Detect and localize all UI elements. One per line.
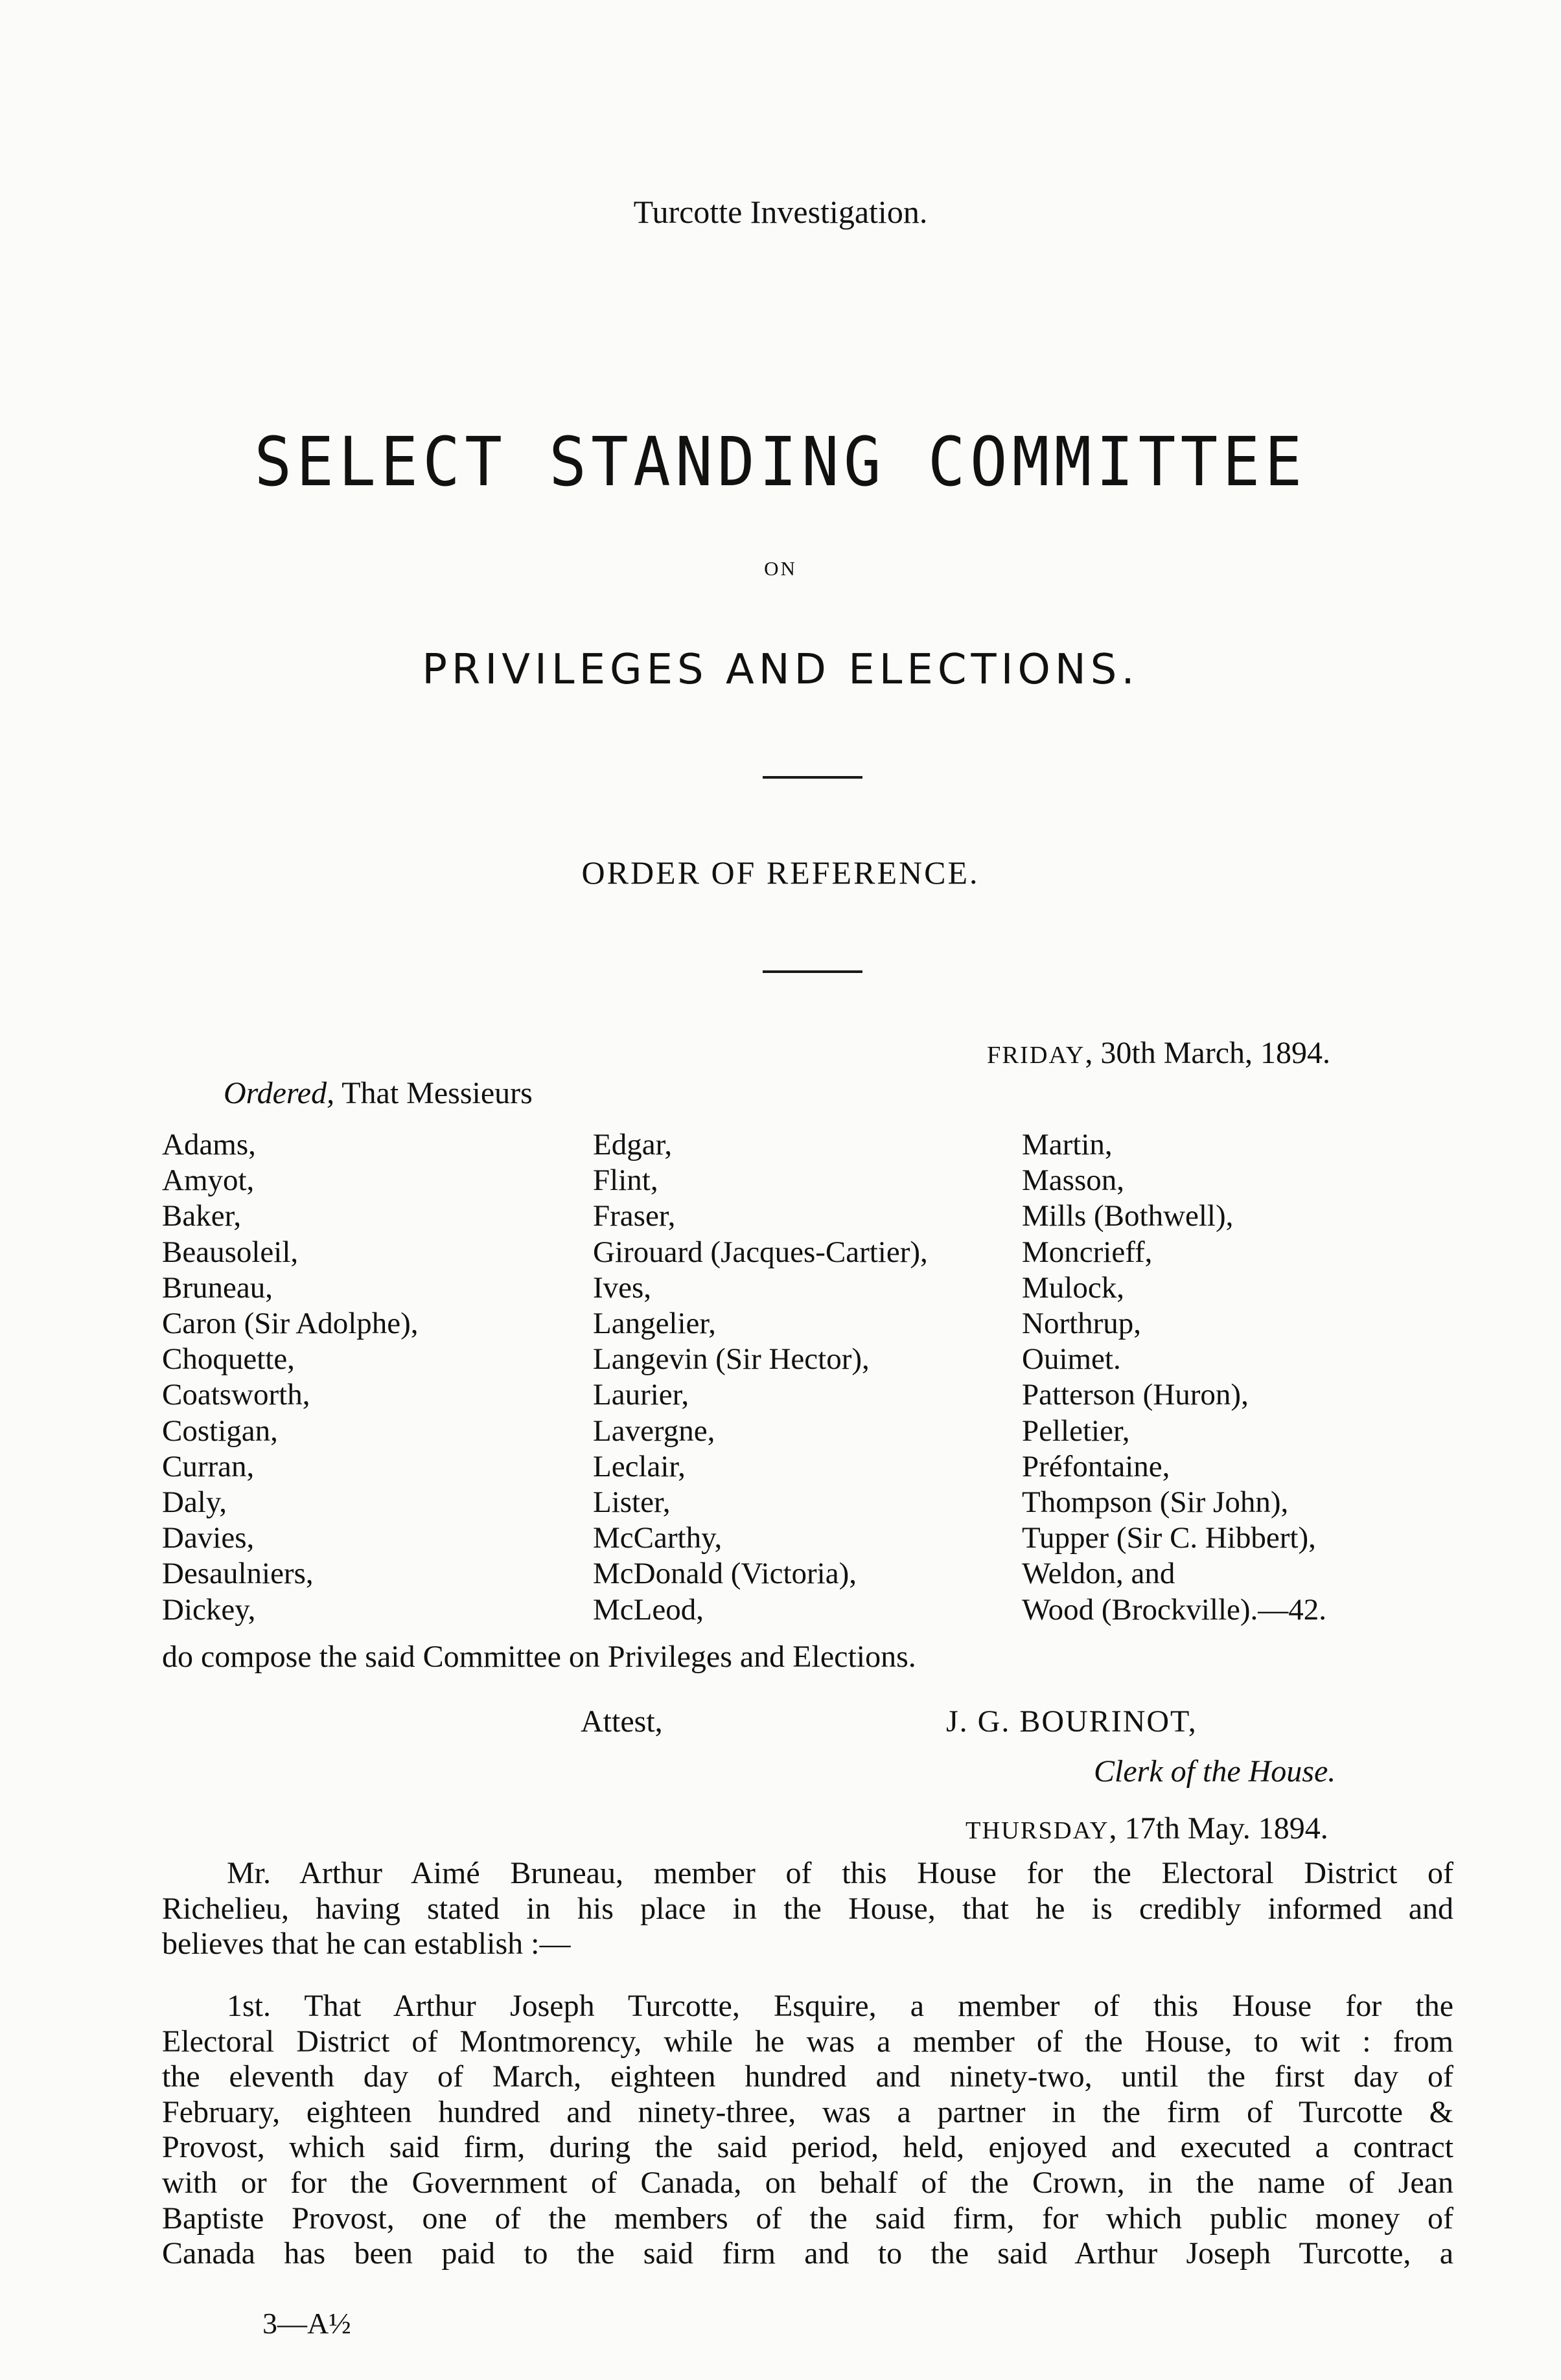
- member-name: Edgar,: [593, 1128, 673, 1161]
- paragraph-line: Canada has been paid to the said firm and to the said Arthur Joseph Turcotte, a: [162, 2236, 1453, 2271]
- member-name: Flint,: [593, 1163, 658, 1198]
- paragraph-line: Provost, which said firm, during the said period, held, enjoyed and executed a contract: [162, 2130, 1453, 2165]
- member-name: Mills (Bothwell),: [1022, 1199, 1234, 1233]
- paragraph-line: 1st. That Arthur Joseph Turcotte, Esquire, a member of this House for the: [227, 1989, 1453, 2023]
- member-name: Fraser,: [593, 1199, 676, 1233]
- second-date-rest: , 17th May. 1894.: [1109, 1811, 1328, 1846]
- member-name: Daly,: [162, 1485, 227, 1520]
- ordered-italic: Ordered,: [224, 1076, 335, 1110]
- members-column-3: [1022, 1127, 1326, 1628]
- member-name: Lister,: [593, 1485, 671, 1520]
- divider-rule: [763, 970, 862, 973]
- order-date-day: FRIDAY: [987, 1042, 1085, 1069]
- signatory-name: J. G. BOURINOT,: [946, 1704, 1197, 1739]
- member-name: Masson,: [1022, 1163, 1124, 1198]
- paragraph-line: the eleventh day of March, eighteen hundred and ninety-two, until the first day of: [162, 2059, 1453, 2094]
- second-date-day: THURSDAY: [966, 1817, 1109, 1844]
- paragraph-line: believes that he can establish :—: [162, 1927, 571, 1962]
- page-folio: 3—A½: [262, 2307, 351, 2340]
- member-name: Martin,: [1022, 1128, 1113, 1161]
- member-name: Patterson (Huron),: [1022, 1378, 1249, 1412]
- signatory-title: Clerk of the House.: [1094, 1754, 1336, 1789]
- committee-title: SELECT STANDING COMMITTEE: [254, 422, 1307, 501]
- member-name: McDonald (Victoria),: [593, 1557, 857, 1591]
- committee-subtitle: PRIVILEGES AND ELECTIONS.: [422, 646, 1139, 694]
- member-name: Beausoleil,: [162, 1235, 299, 1269]
- ordered-line: [224, 1075, 533, 1111]
- member-name: Caron (Sir Adolphe),: [162, 1307, 419, 1341]
- order-date: [987, 1035, 1330, 1071]
- member-name: Adams,: [162, 1128, 256, 1161]
- member-name: McLeod,: [593, 1592, 704, 1627]
- paragraph-statement: [162, 1856, 1453, 1962]
- paragraph-line: with or for the Government of Canada, on behalf of the Crown, in the name of Jean: [162, 2165, 1453, 2200]
- member-name: Moncrieff,: [1022, 1235, 1153, 1269]
- section-heading: ORDER OF REFERENCE.: [581, 854, 980, 891]
- members-column-2: [593, 1127, 928, 1628]
- member-name: Ives,: [593, 1270, 652, 1305]
- member-name: Mulock,: [1022, 1270, 1124, 1305]
- members-column-1: [162, 1127, 419, 1628]
- member-name: Girouard (Jacques-Cartier),: [593, 1235, 928, 1269]
- member-name: Wood (Brockville).—42.: [1022, 1592, 1327, 1627]
- member-name: Thompson (Sir John),: [1022, 1485, 1289, 1520]
- member-name: Weldon, and: [1022, 1557, 1175, 1591]
- member-name: Pelletier,: [1022, 1413, 1130, 1448]
- member-name: Baker,: [162, 1199, 242, 1233]
- attest-label: Attest,: [581, 1704, 663, 1739]
- paragraph-line: Mr. Arthur Aimé Bruneau, member of this House for the Electoral District of: [227, 1856, 1453, 1890]
- member-name: Bruneau,: [162, 1270, 273, 1305]
- paragraph-first-charge: [162, 1989, 1453, 2272]
- paragraph-line: Richelieu, having stated in his place in the House, that he is credibly informed and: [162, 1891, 1453, 1926]
- running-header: Turcotte Investigation.: [633, 194, 928, 230]
- member-name: Préfontaine,: [1022, 1449, 1170, 1483]
- second-date: [966, 1811, 1328, 1846]
- member-name: Langevin (Sir Hector),: [593, 1342, 870, 1377]
- ordered-rest: That Messieurs: [334, 1076, 533, 1110]
- member-name: Costigan,: [162, 1413, 278, 1448]
- member-name: Ouimet.: [1022, 1342, 1121, 1377]
- title-connector: ON: [764, 557, 797, 580]
- member-name: Amyot,: [162, 1163, 255, 1198]
- paragraph-line: Baptiste Provost, one of the members of the said firm, for which public money of: [162, 2201, 1453, 2236]
- compose-statement: do compose the said Committee on Privileges and Elections.: [162, 1640, 916, 1674]
- member-name: Tupper (Sir C. Hibbert),: [1022, 1521, 1316, 1555]
- member-name: Coatsworth,: [162, 1378, 310, 1412]
- member-name: Lavergne,: [593, 1413, 715, 1448]
- paragraph-line: February, eighteen hundred and ninety-three, was a partner in the firm of Turcotte &: [162, 2094, 1453, 2129]
- order-date-rest: , 30th March, 1894.: [1085, 1036, 1330, 1070]
- member-name: Desaulniers,: [162, 1557, 314, 1591]
- member-name: Leclair,: [593, 1449, 686, 1483]
- member-name: Dickey,: [162, 1592, 256, 1627]
- member-name: Choquette,: [162, 1342, 295, 1377]
- member-name: McCarthy,: [593, 1521, 723, 1555]
- paragraph-line: Electoral District of Montmorency, while he was a member of the House, to wit : from: [162, 2024, 1453, 2059]
- member-name: Langelier,: [593, 1307, 716, 1341]
- member-name: Davies,: [162, 1521, 255, 1555]
- divider-rule: [763, 776, 862, 779]
- member-name: Northrup,: [1022, 1307, 1142, 1341]
- member-name: Curran,: [162, 1449, 255, 1483]
- member-name: Laurier,: [593, 1378, 689, 1412]
